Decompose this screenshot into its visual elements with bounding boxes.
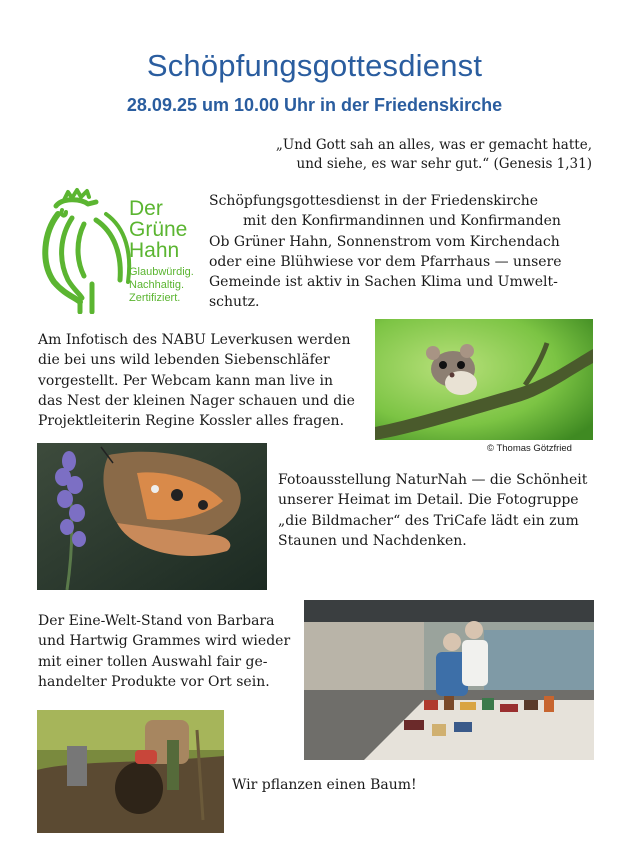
quote-line-2: und siehe, es war sehr gut.“ (Genesis 1,31) bbox=[296, 156, 592, 172]
logo-line-1: Der bbox=[129, 197, 163, 220]
nabu-line: die bei uns wild lebenden Siebenschläfer bbox=[38, 352, 330, 369]
page-title: Schöpfungsgottesdienst bbox=[146, 48, 483, 83]
nabu-line: das Nest der kleinen Nager schauen und die bbox=[38, 392, 355, 409]
intro-line: Schöpfungsgottesdienst in der Friedenskirche bbox=[209, 193, 539, 209]
quote-line-1: „Und Gott sah an alles, was er gemacht hatte, bbox=[275, 137, 592, 153]
fair-trade-stand-photo bbox=[304, 600, 594, 760]
logo-line-2: Grüne bbox=[129, 218, 188, 241]
exhibition-line: „die Bildmacher“ des TriCafe lädt ein zum bbox=[278, 512, 579, 529]
exhibition-paragraph bbox=[278, 470, 608, 551]
event-date-line: 28.09.25 um 10.00 Uhr in der Friedenskirche bbox=[126, 95, 503, 115]
nabu-line: Projektleiterin Regine Kossler alles fragen. bbox=[38, 413, 345, 430]
logo-tag-3: Zertifiziert. bbox=[129, 292, 181, 304]
logo-tag-2: Nachhaltig. bbox=[129, 279, 185, 291]
exhibition-line: unserer Heimat im Detail. Die Fotogruppe bbox=[278, 492, 579, 509]
tree-planting-photo bbox=[37, 710, 224, 833]
nabu-line: vorgestellt. Per Webcam kann man live in bbox=[38, 372, 333, 389]
logo-tag-1: Glaubwürdig. bbox=[129, 266, 194, 278]
intro-line: Ob Grüner Hahn, Sonnenstrom vom Kirchendach bbox=[209, 233, 560, 250]
photo-credit: © Thomas Götzfried bbox=[487, 443, 572, 454]
oneworld-paragraph bbox=[38, 611, 308, 692]
dormouse-photo bbox=[375, 319, 593, 440]
nabu-paragraph bbox=[38, 330, 373, 431]
oneworld-line: mit einer tollen Auswahl fair ge- bbox=[38, 653, 268, 670]
exhibition-line: Fotoausstellung NaturNah — die Schönheit bbox=[278, 472, 588, 488]
oneworld-line: Der Eine-Welt-Stand von Barbara bbox=[38, 613, 275, 629]
intro-line: schutz. bbox=[209, 294, 260, 311]
bible-quote bbox=[276, 136, 592, 174]
exhibition-line: Staunen und Nachdenken. bbox=[278, 532, 467, 549]
butterfly-lavender-photo bbox=[37, 443, 267, 590]
oneworld-line: handelter Produkte vor Ort sein. bbox=[38, 673, 270, 690]
tree-caption: Wir pflanzen einen Baum! bbox=[232, 777, 417, 793]
intro-line: Gemeinde ist aktiv in Sachen Klima und Umwelt- bbox=[209, 274, 558, 291]
oneworld-line: und Hartwig Grammes wird wieder bbox=[38, 633, 291, 650]
logo-wordmark bbox=[129, 198, 194, 305]
intro-paragraph bbox=[209, 191, 609, 313]
intro-line: oder eine Blühwiese vor dem Pfarrhaus — unsere bbox=[209, 253, 562, 270]
logo-line-3: Hahn bbox=[129, 239, 180, 262]
intro-line: mit den Konfirmandinnen und Konfirmanden bbox=[243, 213, 561, 230]
logo-tagline bbox=[129, 266, 194, 305]
nabu-line: Am Infotisch des NABU Leverkusen werden bbox=[38, 332, 351, 348]
